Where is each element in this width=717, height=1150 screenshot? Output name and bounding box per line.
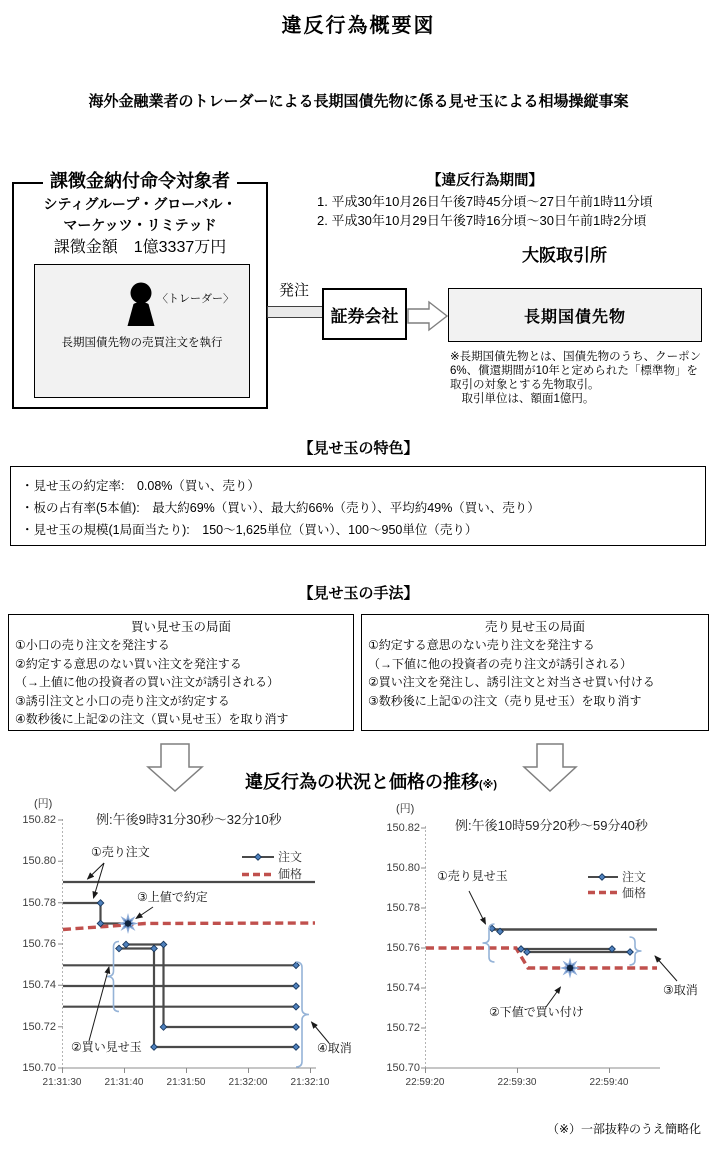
- y-tick-label: 150.74: [386, 982, 420, 994]
- sell-misedama-title: 売り見せ玉の局面: [484, 620, 585, 634]
- futures-note-line: 取引の対象とする先物取引。: [450, 379, 600, 391]
- x-tick-label: 22:59:20: [405, 1077, 445, 1088]
- order-label: 発注: [279, 282, 310, 299]
- legend-order-label: 注文: [278, 850, 303, 864]
- y-tick-label: 150.82: [22, 814, 56, 826]
- y-tick-label: 150.74: [22, 979, 56, 991]
- buy-misedama-step: ②約定する意思のない買い注文を発注する: [15, 656, 242, 671]
- charts-header-title: 違反行為の状況と価格の推移: [245, 772, 479, 792]
- legend-price-label: 価格: [622, 886, 647, 900]
- y-tick-label: 150.72: [22, 1021, 56, 1033]
- period-line2: 2. 平成30年10月29日午後7時16分頃～30日午前1時2分頃: [317, 213, 647, 228]
- buy-misedama-step: ③誘引注文と小口の売り注文が約定する: [15, 693, 230, 708]
- period-header: 【違反行為期間】: [427, 173, 543, 189]
- page-footnote: （※）一部抜粋のうえ簡略化: [547, 1122, 702, 1136]
- futures-note-line: ※長期国債先物とは、国債先物のうち、クーポン: [450, 351, 702, 363]
- cancel-bracket: [296, 962, 309, 1067]
- order-series-lines: [63, 882, 315, 1047]
- trader-label: 〈トレーダー〉: [157, 293, 234, 305]
- buy-misedama-title: 買い見せ玉の局面: [130, 620, 231, 634]
- sell-misedama-step: （→下値に他の投資者の売り注文が誘引される）: [368, 656, 633, 671]
- y-tick-label: 150.82: [386, 822, 420, 834]
- y-tick-label: 150.80: [386, 862, 420, 874]
- trader-icon: [128, 283, 155, 327]
- right-chart-graphics: [421, 826, 677, 1073]
- futures-note-line: 6%、償還期間が10年と定められた「標準物」を: [450, 365, 698, 377]
- right-chart-title: 例:午後10時59分20秒～59分40秒: [455, 818, 648, 833]
- annotation-buy-misedama: ②買い見せ玉: [71, 1040, 142, 1054]
- buy-misedama-step: ①小口の売り注文を発注する: [15, 638, 170, 652]
- y-axis-ticks: [58, 820, 63, 1068]
- x-tick-label: 21:32:10: [290, 1077, 330, 1088]
- sell-misedama-step: ③数秒後に上記①の注文（売り見せ玉）を取り消す: [368, 693, 642, 708]
- buy-misedama-step: ④数秒後に上記②の注文（買い見せ玉）を取り消す: [15, 712, 289, 726]
- futures-label: 長期国債先物: [523, 308, 626, 326]
- left-chart-title: 例:午後9時31分30秒～32分10秒: [96, 812, 282, 827]
- buy-misedama-step: （→上値に他の投資者の買い注文が誘引される）: [15, 675, 280, 689]
- x-tick-label: 21:31:50: [166, 1077, 206, 1088]
- annotation-executed-upper: ③上値で約定: [137, 890, 208, 904]
- x-tick-label: 21:31:40: [104, 1077, 144, 1088]
- buy-misedama-bracket: [107, 942, 119, 1012]
- y-tick-label: 150.78: [386, 902, 420, 914]
- annotation-arrows: [88, 863, 330, 1043]
- y-tick-label: 150.76: [386, 942, 420, 954]
- x-axis-ticks: [426, 1068, 610, 1073]
- page-title: 違反行為概要図: [281, 15, 436, 37]
- annotation-buy-at-lower: ②下値で買い付け: [489, 1005, 584, 1019]
- charts-header-note-mark: (※): [479, 779, 498, 791]
- x-tick-label: 21:31:30: [42, 1077, 82, 1088]
- feature-item: ・見せ玉の規模(1局面当たり): 150～1,625単位（買い）、100～950単位（売り）: [21, 523, 478, 537]
- annotation-cancel: ④取消: [317, 1041, 352, 1055]
- down-arrow-icon: [524, 744, 576, 791]
- exchange-label: 大阪取引所: [522, 246, 607, 265]
- trader-role: 長期国債先物の売買注文を執行: [61, 337, 223, 349]
- page-subtitle: 海外金融業者のトレーダーによる長期国債先物に係る見せ玉による相場操縦事案: [88, 93, 629, 110]
- right-chart-y-unit: (円): [396, 803, 415, 815]
- y-tick-label: 150.70: [22, 1062, 56, 1074]
- sell-misedama-step: ②買い注文を発注し、誘引注文と対当させ買い付ける: [368, 675, 655, 689]
- y-tick-label: 150.80: [22, 855, 56, 867]
- down-arrow-icon: [148, 744, 202, 791]
- company-name-line1: シティグループ・グローバル・: [43, 196, 237, 212]
- execution-star-icon: [120, 916, 136, 932]
- features-header: 【見せ玉の特色】: [298, 440, 419, 457]
- y-tick-label: 150.76: [22, 938, 56, 950]
- legend-order-label: 注文: [622, 870, 647, 884]
- legend-price-label: 価格: [278, 867, 303, 881]
- legend-symbols: [588, 874, 618, 893]
- feature-item: ・見せ玉の約定率: 0.08%（買い、売り）: [21, 479, 260, 493]
- y-tick-label: 150.72: [386, 1022, 420, 1034]
- charts-header: [245, 772, 497, 794]
- annotation-sell-misedama: ①売り見せ玉: [437, 869, 508, 883]
- left-chart-y-unit: (円): [34, 798, 53, 810]
- execution-star-icon: [562, 960, 578, 976]
- x-tick-label: 21:32:00: [228, 1077, 268, 1088]
- legend-symbols: [242, 854, 274, 875]
- right-block-arrow-icon: [408, 302, 447, 330]
- period-line1: 1. 平成30年10月26日午後7時45分頃～27日午前1時11分頃: [317, 194, 653, 209]
- methods-header: 【見せ玉の手法】: [298, 585, 419, 602]
- annotation-sell-order: ①売り注文: [91, 845, 150, 859]
- futures-note-line: 取引単位は、額面1億円。: [450, 393, 595, 405]
- x-tick-label: 22:59:40: [589, 1077, 629, 1088]
- feature-item: ・板の占有率(5本値): 最大約69%（買い）、最大約66%（売り）、平均約49%（買い、売り）: [21, 501, 540, 515]
- y-tick-label: 150.78: [22, 897, 56, 909]
- sell-misedama-step: ①約定する意思のない売り注文を発注する: [368, 638, 595, 652]
- x-axis-ticks: [63, 1068, 311, 1073]
- company-name-line2: マーケッツ・リミテッド: [63, 217, 217, 233]
- penalty-amount: 課徴金額 1億3337万円: [53, 239, 227, 256]
- securities-company-label: 証券会社: [330, 306, 399, 326]
- annotation-cancel: ③取消: [663, 983, 698, 997]
- y-tick-label: 150.70: [386, 1062, 420, 1074]
- subject-header: 課徴金納付命令対象者: [43, 171, 237, 193]
- x-tick-label: 22:59:30: [497, 1077, 537, 1088]
